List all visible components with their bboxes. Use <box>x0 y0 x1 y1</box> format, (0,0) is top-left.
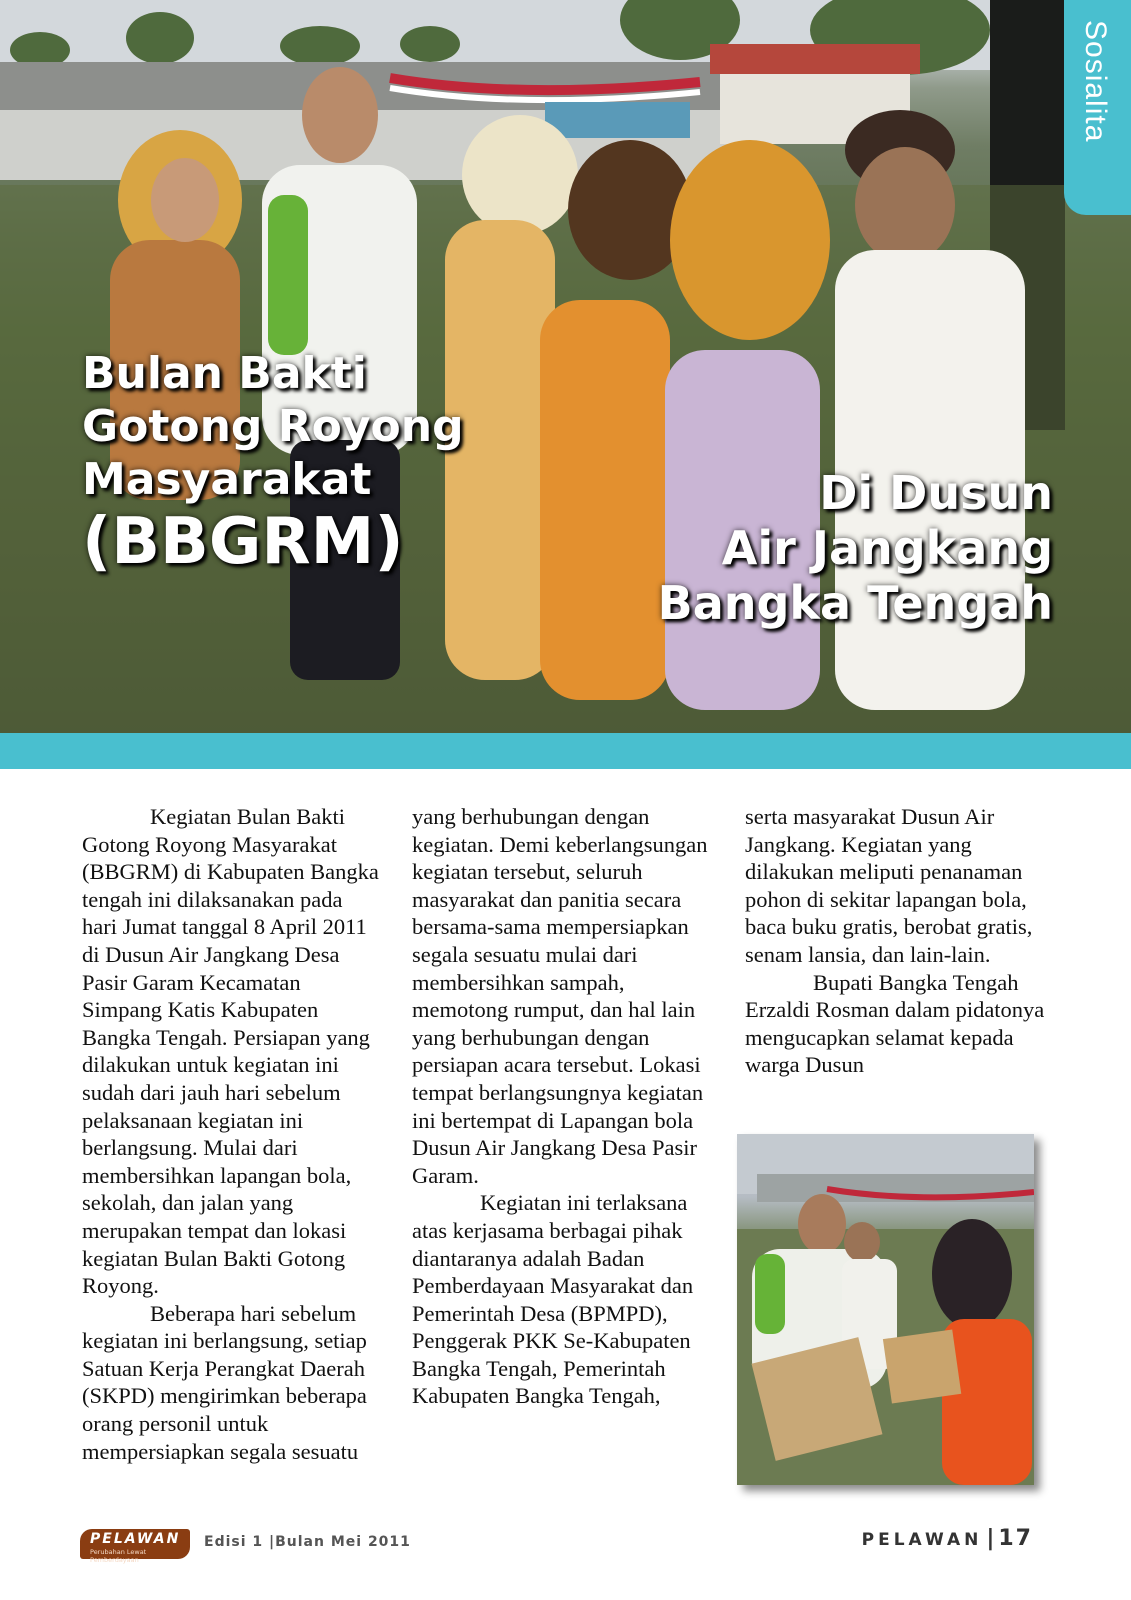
headline-left-acronym: (BBGRM) <box>82 505 404 580</box>
logo-name: PELAWAN <box>90 1531 181 1547</box>
headline-left <box>82 348 464 580</box>
inline-photo <box>737 1134 1034 1485</box>
hero-photo <box>0 0 1131 733</box>
paragraph: Beberapa hari sebelum kegiatan ini berlangsung, setiap Satuan Kerja Perangkat Daerah (SKPD) mengirimkan beberapa orang personil untuk mempersiapkan segala sesuatu <box>82 1300 367 1464</box>
paragraph: serta masyarakat Dusun Air Jangkang. Kegiatan yang dilakukan meliputi penanaman pohon di sekitar lapangan bola, baca buku gratis, berobat gratis, senam lansia, dan lain-lain. <box>745 804 1033 967</box>
headline-left-line3: Masyarakat <box>82 453 372 505</box>
headline-right-line1: Di Dusun <box>819 466 1053 520</box>
paragraph: Bupati Bangka Tengah Erzaldi Rosman dalam pidatonya mengucapkan selamat kepada warga Dusun <box>745 969 1045 1078</box>
article-column-2 <box>412 803 710 1410</box>
headline-right <box>658 466 1053 632</box>
edition-info: Edisi 1 |Bulan Mei 2011 <box>204 1534 411 1550</box>
divider-band <box>0 733 1131 769</box>
section-label: Sosialita <box>1079 20 1112 143</box>
headline-left-line2: Gotong Royong <box>82 400 464 452</box>
logo-tagline: Perubahan Lewat Pemberdayaan <box>90 1548 147 1564</box>
magazine-name: PELAWAN <box>861 1530 983 1550</box>
paragraph: Kegiatan ini terlaksana atas kerjasama berbagai pihak diantaranya adalah Badan Pemberdayaan Masyarakat dan Pemerintah Desa (BPMPD), Penggerak PKK Se-Kabupaten Bangka Tengah, Pemerintah Kabupaten Bangka Tengah, <box>412 1190 694 1409</box>
paragraph: Kegiatan Bulan Bakti Gotong Royong Masyarakat (BBGRM) di Kabupaten Bangka tengah ini dilaksanakan pada hari Jumat tanggal 8 April 2011 di Dusun Air Jangkang Desa Pasir Garam Kecamatan Simpang Katis Kabupaten Bangka Tengah. Persiapan yang dilakukan untuk kegiatan ini sudah dari jauh hari sebelum pelaksanaan kegiatan ini berlangsung. Mulai dari membersihkan lapangan bola, sekolah, dan jalan yang merupakan tempat dan lokasi kegiatan Bulan Bakti Gotong Royong. <box>82 804 379 1299</box>
publication-logo <box>80 1529 190 1564</box>
section-tab <box>1064 0 1131 215</box>
headline-left-line1: Bulan Bakti <box>82 348 367 399</box>
article-column-1 <box>82 803 382 1465</box>
page-footer <box>862 1526 1033 1551</box>
headline-right-line2: Air Jangkang <box>721 521 1053 576</box>
footer-separator: | <box>986 1526 995 1551</box>
headline-right-line3: Bangka Tengah <box>657 576 1053 631</box>
article-column-3 <box>745 803 1045 1079</box>
paragraph: yang berhubungan dengan kegiatan. Demi keberlangsungan kegiatan tersebut, seluruh masyarakat dan panitia secara bersama-sama mempersiapkan segala sesuatu mulai dari membersihkan sampah, memotong rumput, dan hal lain yang berhubungan dengan persiapan acara tersebut. Lokasi tempat berlangsungnya kegiatan ini bertempat di Lapangan bola Dusun Air Jangkang Desa Pasir Garam. <box>412 804 708 1188</box>
page-number: 17 <box>998 1526 1033 1551</box>
inline-photo-illustration <box>737 1134 1034 1485</box>
